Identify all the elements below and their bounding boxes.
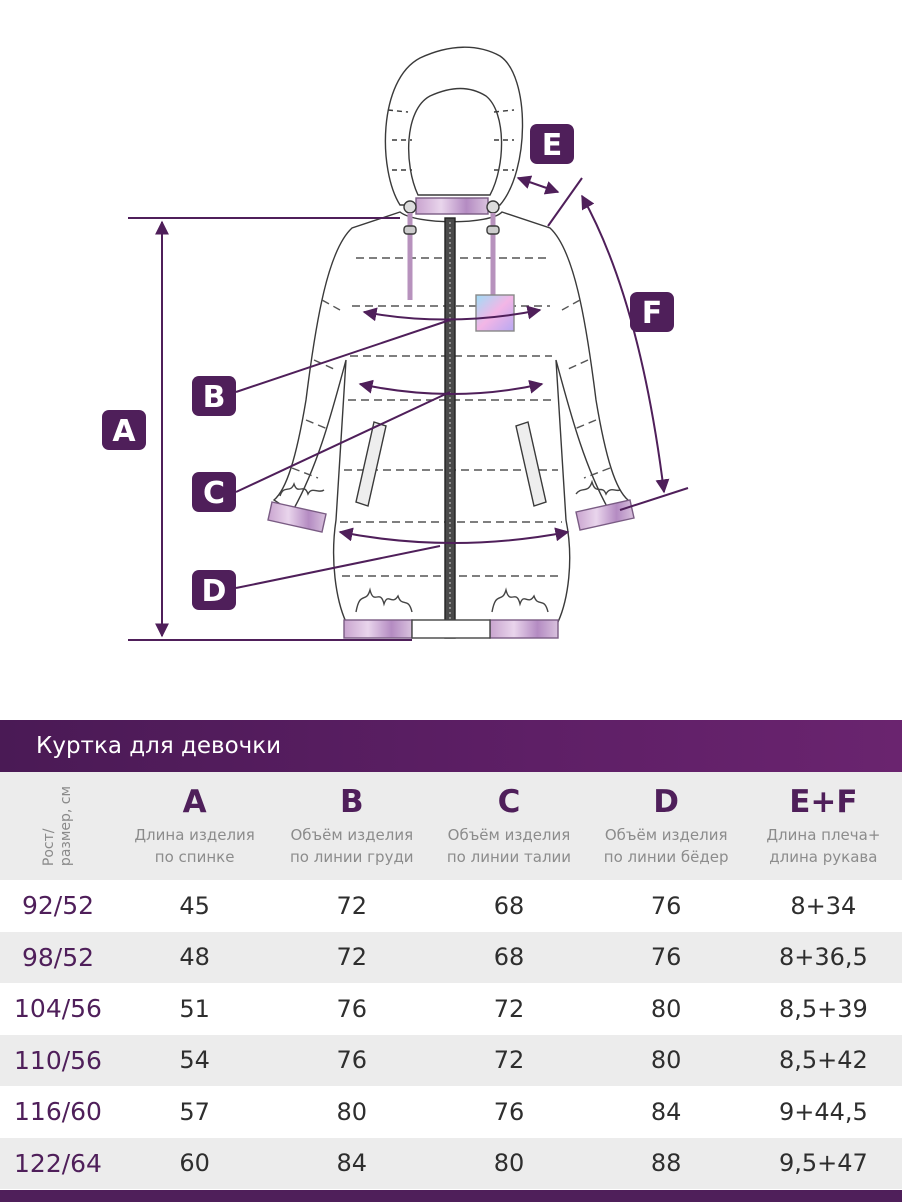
column-header-c: C Объём изделия по линии талии — [430, 772, 587, 880]
value-cell-c: 76 — [493, 1097, 525, 1126]
value-cell-b: 76 — [273, 1035, 430, 1087]
value-cell-a: 45 — [179, 891, 210, 920]
svg-text:F: F — [641, 296, 663, 331]
value-cell-c: 72 — [493, 994, 525, 1023]
label-D — [192, 570, 236, 610]
value-cell-d: 88 — [588, 1138, 745, 1190]
table-row — [0, 1138, 902, 1190]
label-E — [530, 124, 574, 164]
value-cell-ef: 8+34 — [790, 891, 857, 920]
jacket-illustration — [268, 47, 634, 638]
label-B — [192, 376, 236, 416]
size-cell: 98/52 — [0, 932, 116, 984]
size-cell: 92/52 — [21, 891, 95, 921]
label-A — [102, 410, 146, 450]
size-cell: 104/56 — [14, 994, 102, 1024]
value-cell-ef: 8+36,5 — [745, 932, 902, 984]
chest-patch-icon — [476, 295, 514, 331]
label-F — [630, 292, 674, 332]
size-cell: 110/56 — [0, 1035, 116, 1087]
svg-text:A: A — [112, 414, 136, 449]
value-cell-b: 84 — [273, 1138, 430, 1190]
value-cell-c: 80 — [430, 1138, 587, 1190]
column-header-b: B Объём изделия по линии груди — [273, 772, 430, 880]
svg-text:D: D — [201, 574, 227, 609]
table-header-row — [0, 772, 902, 880]
svg-text:E: E — [541, 128, 563, 163]
value-cell-a: 54 — [116, 1035, 273, 1087]
column-header-d: D Объём изделия по линии бёдер — [588, 772, 745, 880]
table-title: Куртка для девочки — [0, 720, 902, 772]
label-C — [192, 472, 236, 512]
size-table — [0, 772, 902, 1189]
value-cell-a: 48 — [116, 932, 273, 984]
value-cell-d: 80 — [588, 1035, 745, 1087]
value-cell-c: 72 — [430, 1035, 587, 1087]
value-cell-d: 84 — [650, 1097, 682, 1126]
value-cell-a: 57 — [179, 1097, 210, 1126]
value-cell-ef: 9,5+47 — [745, 1138, 902, 1190]
value-cell-d: 76 — [650, 891, 682, 920]
value-cell-d: 76 — [588, 932, 745, 984]
value-cell-ef: 8,5+39 — [778, 994, 868, 1023]
table-row — [0, 983, 902, 1035]
value-cell-b: 76 — [336, 994, 368, 1023]
svg-text:C: C — [202, 476, 226, 511]
value-cell-b: 80 — [336, 1097, 368, 1126]
value-cell-ef: 8,5+42 — [745, 1035, 902, 1087]
size-header-label: Рост/ размер, см — [41, 785, 74, 867]
column-header-ef: E+F Длина плеча+ длина рукава — [745, 772, 902, 880]
value-cell-c: 68 — [430, 932, 587, 984]
svg-text:B: B — [202, 380, 226, 415]
value-cell-a: 60 — [116, 1138, 273, 1190]
value-cell-d: 80 — [650, 994, 682, 1023]
size-cell: 122/64 — [0, 1138, 116, 1190]
size-cell: 116/60 — [14, 1097, 102, 1127]
table-row — [0, 1086, 902, 1138]
table-row — [0, 1035, 902, 1087]
value-cell-a: 51 — [179, 994, 210, 1023]
column-header-a: A Длина изделия по спинке — [116, 772, 273, 880]
value-cell-ef: 9+44,5 — [778, 1097, 868, 1126]
size-column-header — [0, 772, 116, 880]
table-row — [0, 932, 902, 984]
bottom-bar — [0, 1190, 902, 1202]
value-cell-c: 68 — [493, 891, 525, 920]
value-cell-b: 72 — [273, 932, 430, 984]
table-row — [0, 880, 902, 932]
value-cell-b: 72 — [336, 891, 368, 920]
